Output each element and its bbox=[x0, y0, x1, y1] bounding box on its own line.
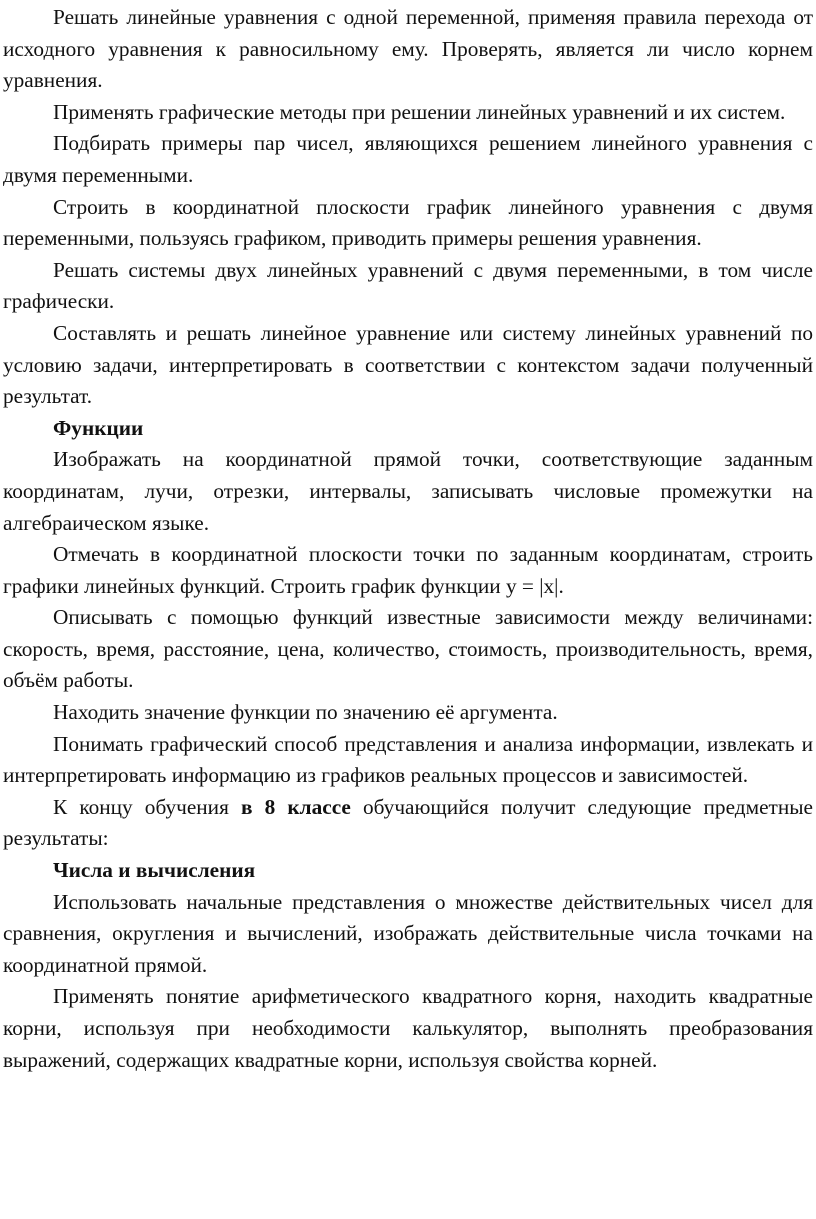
paragraph-square-roots: Применять понятие арифметического квадратного корня, находить квадратные корни, используя при необходимости калькулятор, выполнять преобразования выражений, содержащих квадратные корни, используя свойства корней. bbox=[3, 984, 813, 1072]
paragraph-function-value: Находить значение функции по значению её аргумента. bbox=[53, 700, 558, 725]
paragraph-word-problems: Составлять и решать линейное уравнение или систему линейных уравнений по условию задачи, интерпретировать в соответствии с контекстом задачи полученный результат. bbox=[3, 320, 813, 409]
paragraph-graphical-methods: Применять графические методы при решении линейных уравнений и их систем. bbox=[53, 99, 786, 124]
paragraph-real-numbers: Использовать начальные представления о множестве действительных чисел для сравнения, округления и вычислений, изображать действительные числа точками на координатной прямой. bbox=[3, 889, 813, 977]
paragraph-number-pairs: Подбирать примеры пар чисел, являющихся решением линейного уравнения с двумя переменными. bbox=[3, 131, 813, 187]
grade-8-emphasis: в 8 классе bbox=[241, 794, 351, 819]
paragraph-graph-information: Понимать графический способ представления и анализа информации, извлекать и интерпретировать информацию из графиков реальных процессов и зависимостей. bbox=[3, 731, 813, 788]
paragraph-linear-equations-one-variable: Решать линейные уравнения с одной переменной, применяя правила перехода от исходного уравнения к равносильному ему. Проверять, является ли число корнем уравнения. bbox=[3, 5, 813, 93]
paragraph-grade-8-intro bbox=[3, 792, 813, 855]
paragraph-solve-systems: Решать системы двух линейных уравнений с двумя переменными, в том числе графически. bbox=[3, 257, 813, 314]
paragraph-number-line: Изображать на координатной прямой точки, соответствующие заданным координатам, лучи, отрезки, интервалы, записывать числовые промежутки на алгебраическом языке. bbox=[3, 447, 813, 535]
paragraph-describe-dependencies: Описывать с помощью функций известные зависимости между величинами: скорость, время, расстояние, цена, количество, стоимость, производительность, время, объём работы. bbox=[3, 605, 813, 693]
section-heading-functions: Функции bbox=[53, 415, 144, 440]
paragraph-plot-linear-equation: Строить в координатной плоскости график линейного уравнения с двумя переменными, пользуясь графиком, приводить примеры решения уравнения. bbox=[3, 194, 813, 251]
grade-8-intro-start: К концу обучения bbox=[53, 794, 241, 819]
section-heading-numbers: Числа и вычисления bbox=[53, 858, 256, 883]
paragraph-coordinate-plane: Отмечать в координатной плоскости точки по заданным координатам, строить графики линейных функций. Строить график функции y = |x|. bbox=[3, 542, 813, 598]
grade-8-intro-end: обучающийся получит следующие предметные результаты: bbox=[3, 794, 813, 851]
